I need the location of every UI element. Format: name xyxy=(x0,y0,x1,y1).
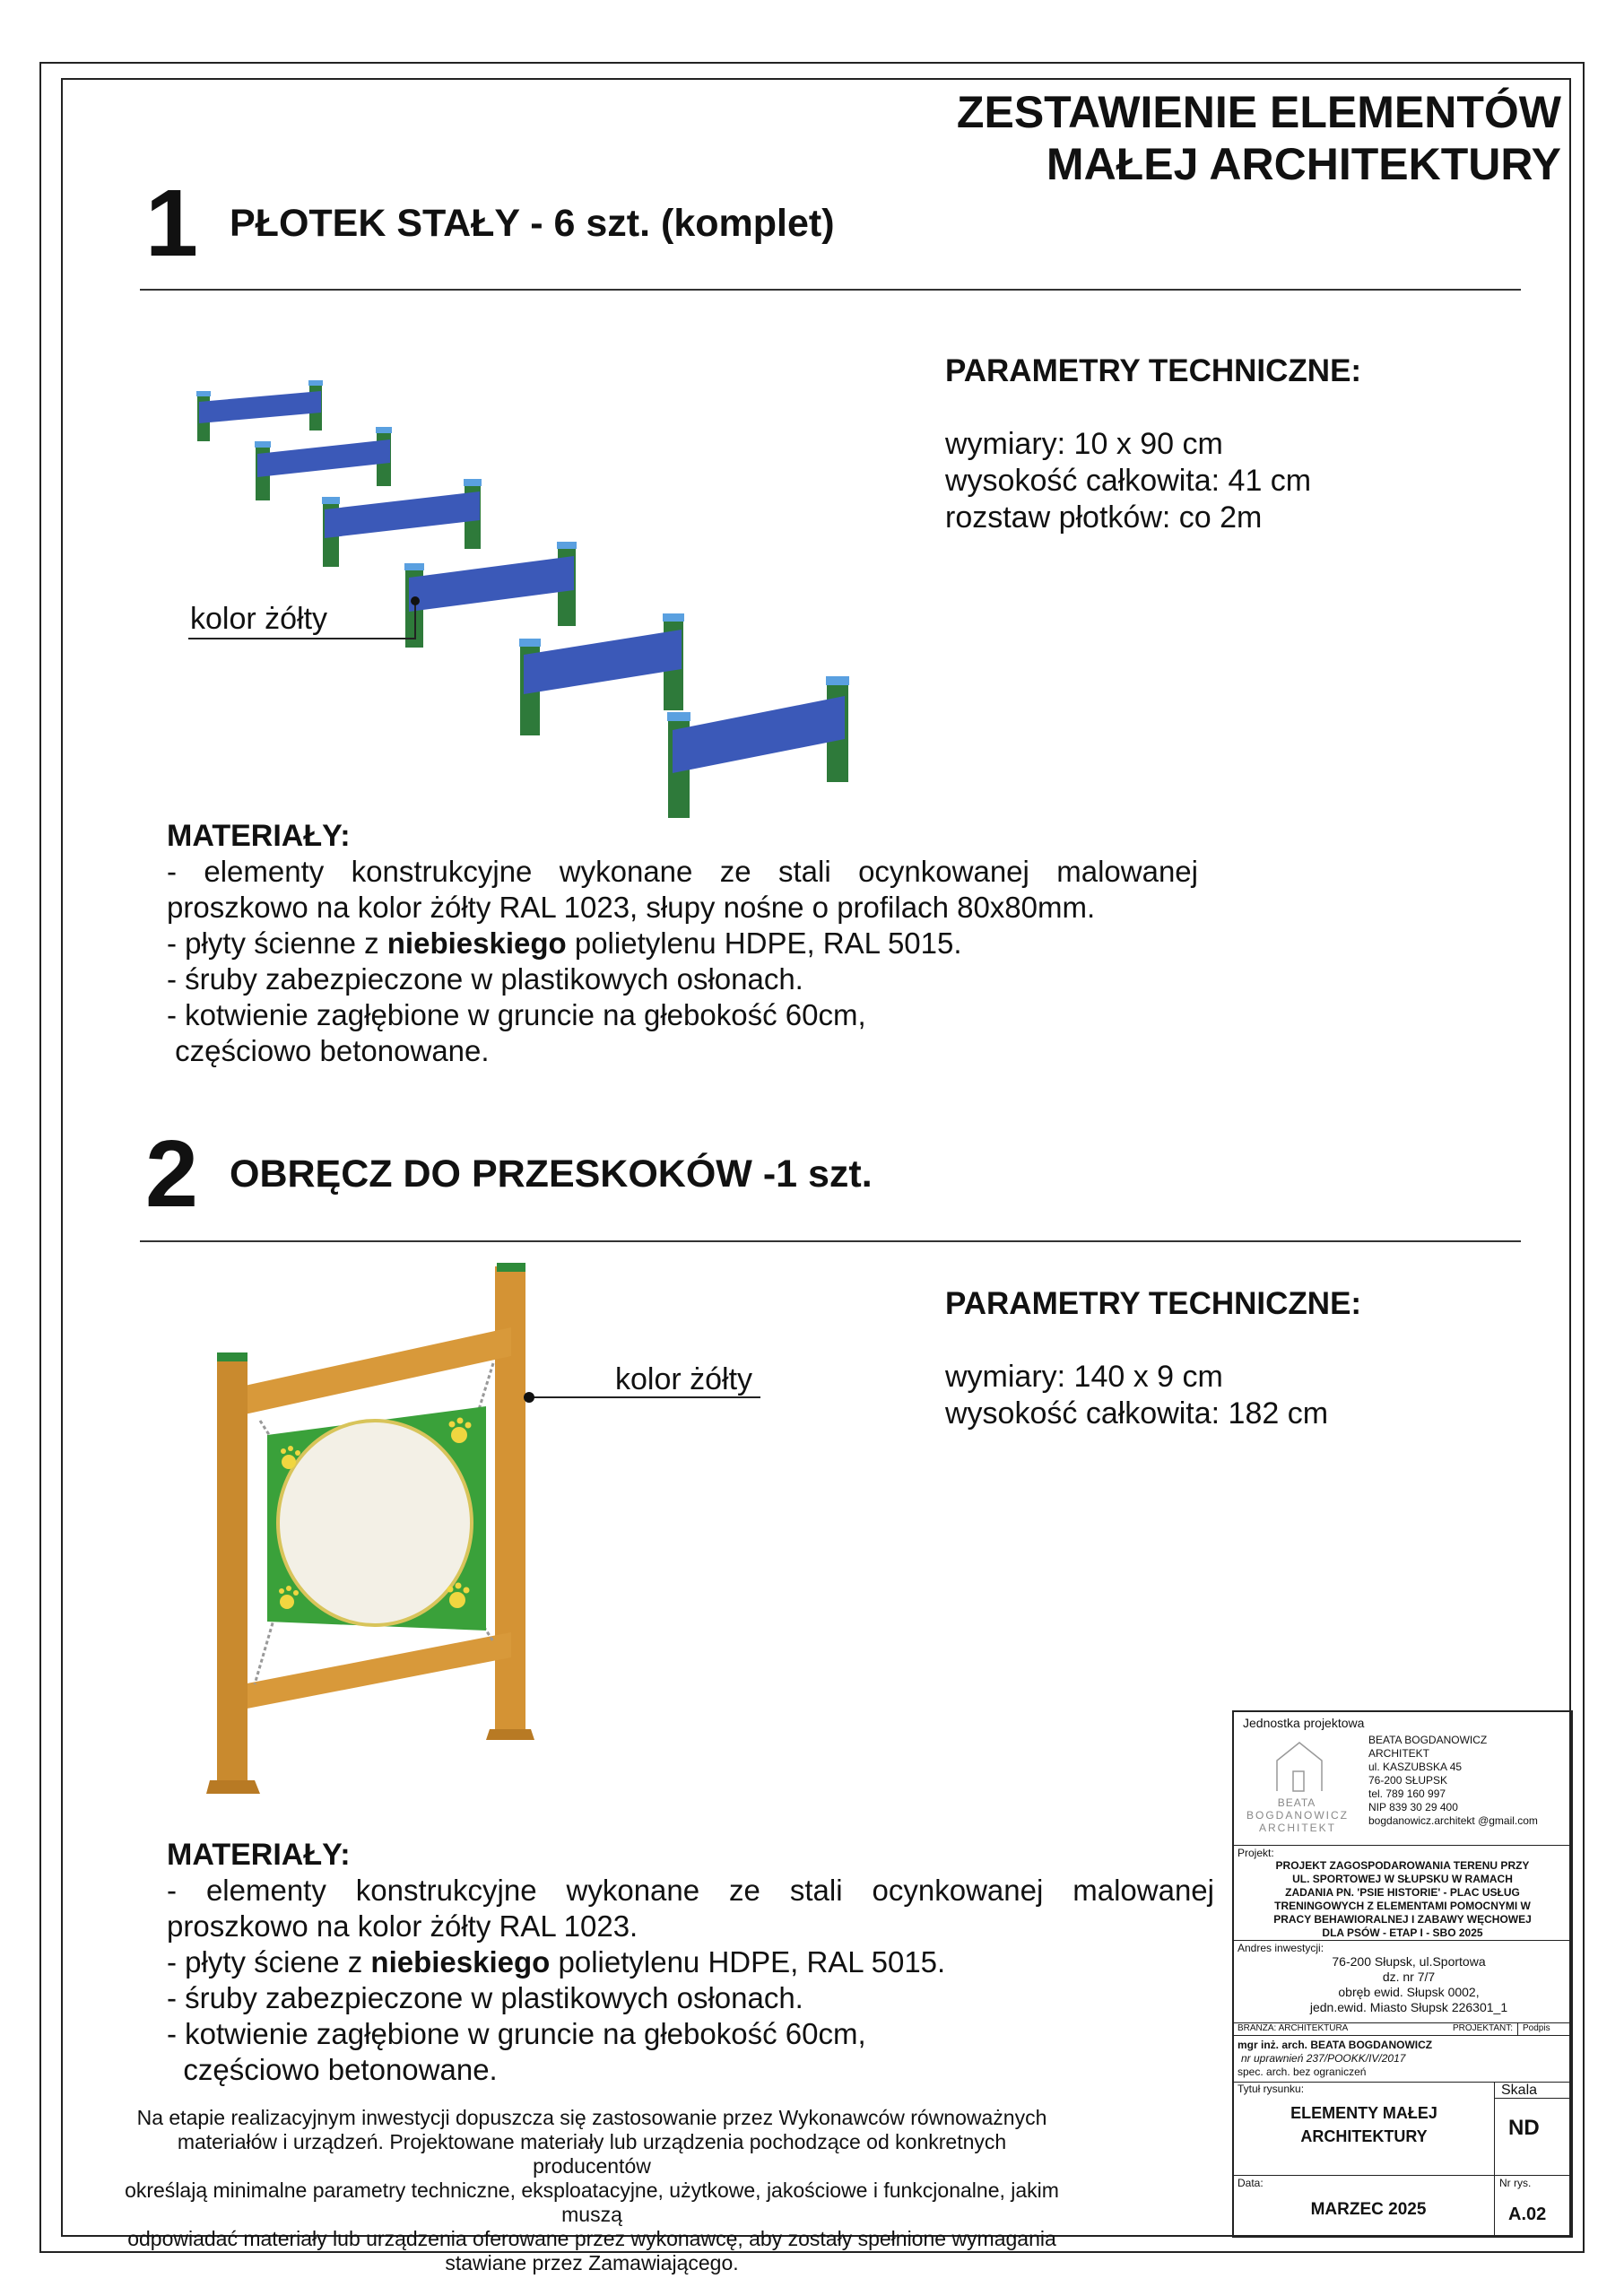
designer-label: PROJEKTANT: xyxy=(1453,2023,1514,2033)
title-block xyxy=(1232,1710,1573,2238)
address-label: Andres inwestycji: xyxy=(1238,1942,1324,1954)
fence-unit xyxy=(322,479,482,567)
fence-unit xyxy=(255,427,392,500)
section-2-callout: kolor żółty xyxy=(615,1362,753,1396)
fence-unit xyxy=(519,613,684,735)
section-1-params xyxy=(945,426,1311,536)
param-line: wysokość całkowita: 41 cm xyxy=(945,464,1312,498)
sheet-number: A.02 xyxy=(1508,2205,1547,2224)
hoop-illustration xyxy=(197,1256,771,1812)
section-1-materials-heading: MATERIAŁY: xyxy=(167,819,351,853)
material-line: - płyty ścienne z niebieskiego polietylenu HDPE, RAL 5015. xyxy=(167,926,962,960)
param-line: wysokość całkowita: 182 cm xyxy=(945,1396,1329,1431)
material-line: - płyty ściene z niebieskiego polietylenu HDPE, RAL 5015. xyxy=(167,1945,946,1979)
license-number: nr uprawnień 237/POOKK/IV/2017 xyxy=(1241,2052,1406,2065)
drawing-date: MARZEC 2025 xyxy=(1310,2200,1427,2219)
project-name: PROJEKT ZAGOSPODAROWANIA TERENU PRZY UL. SPORTOWEJ W SŁUPSKU W RAMACH ZADANIA PN. 'PSIE HISTORIE' - PLAC USŁUG TRENINGOWYCH Z ELEMENTAMI POMOCNYMI W PRACY BEHAWIORALNEJ I ZABAWY WĘCHOWEJ DLA PSÓW - ETAP I - SBO 2025 xyxy=(1273,1859,1532,1939)
material-line: - kotwienie zagłębione w gruncie na głebokość 60cm, xyxy=(167,998,866,1031)
house-logo-icon xyxy=(1250,1735,1349,1798)
signature-label: Podpis xyxy=(1523,2023,1550,2033)
section-2-number: 2 xyxy=(145,1121,198,1227)
param-line: rozstaw płotków: co 2m xyxy=(945,500,1263,535)
logo-text: BEATA xyxy=(1277,1796,1316,1809)
sheet-label: Nr rys. xyxy=(1499,2177,1532,2189)
material-line: częściowo betonowane. xyxy=(167,1034,490,1067)
material-line: - elementy konstrukcyjne wykonane ze stali ocynkowanej malowanej xyxy=(167,1874,1214,1907)
section-1-divider xyxy=(140,289,1521,291)
section-1-callout: kolor żółty xyxy=(190,602,328,636)
designer-name: mgr inż. arch. BEATA BOGDANOWICZ xyxy=(1238,2039,1433,2051)
section-2-divider xyxy=(140,1240,1521,1242)
fence-unit xyxy=(667,676,849,818)
scale-label: Skala xyxy=(1501,2083,1538,2098)
logo-text: ARCHITEKT xyxy=(1258,1822,1336,1834)
document-title: ZESTAWIENIE ELEMENTÓW MAŁEJ ARCHITEKTURY xyxy=(956,87,1561,189)
section-1-materials xyxy=(167,854,1198,1069)
material-line: proszkowo na kolor żółty RAL 1023. xyxy=(167,1909,638,1943)
fence-unit xyxy=(404,542,577,648)
drawing-title: ELEMENTY MAŁEJ ARCHITEKTURY xyxy=(1290,2104,1437,2145)
branch-label: BRANŻA: ARCHITEKTURA xyxy=(1238,2023,1349,2033)
material-line: proszkowo na kolor żółty RAL 1023, słupy nośne o profilach 80x80mm. xyxy=(167,891,1096,924)
scale-value: ND xyxy=(1508,2116,1540,2140)
material-line: częściowo betonowane. xyxy=(167,2053,498,2086)
material-line: - śruby zabezpieczone w plastikowych osłonach. xyxy=(167,1981,803,2014)
material-line: - kotwienie zagłębione w gruncie na głebokość 60cm, xyxy=(167,2017,866,2050)
logo-text: BOGDANOWICZ xyxy=(1246,1809,1349,1822)
section-2-materials xyxy=(167,1873,1214,2088)
fence-unit xyxy=(196,380,323,441)
section-2-params-heading: PARAMETRY TECHNICZNE: xyxy=(945,1286,1362,1321)
equivalence-note: Na etapie realizacyjnym inwestycji dopuszcza się zastosowanie przez Wykonawców równoważnych materiałów i urządzeń. Projektowane materiały lub urządzenia pochodzące od konkretnych producentów określają minimalne parametry techniczne, eksploatacyjne, użytkowe, jakościowe i funkcjonalne, jakim muszą odpowiadać materiały lub urządzenia oferowane przez wykonawcę, aby zostały spełnione wymagania stawiane przez Zamawiającego. xyxy=(125,2106,1059,2274)
section-1-number: 1 xyxy=(145,170,198,276)
section-1-title: PŁOTEK STAŁY - 6 szt. (komplet) xyxy=(230,202,835,245)
param-line: wymiary: 10 x 90 cm xyxy=(945,427,1223,461)
office-details: BEATA BOGDANOWICZ ARCHITEKT ul. KASZUBSKA 45 76-200 SŁUPSK tel. 789 160 997 NIP 839 30 29 400 bogdanowicz.architekt @gmail.com xyxy=(1368,1734,1538,1827)
date-label: Data: xyxy=(1238,2177,1264,2189)
section-2-materials-heading: MATERIAŁY: xyxy=(167,1838,351,1872)
specialty: spec. arch. bez ograniczeń xyxy=(1238,2066,1367,2078)
section-2-params xyxy=(945,1359,1328,1432)
material-line: - śruby zabezpieczone w plastikowych osłonach. xyxy=(167,962,803,996)
section-1-params-heading: PARAMETRY TECHNICZNE: xyxy=(945,353,1362,388)
fence-illustration xyxy=(135,305,942,825)
drawing-title-label: Tytuł rysunku: xyxy=(1238,2083,1305,2095)
project-label: Projekt: xyxy=(1238,1847,1274,1859)
material-line: - elementy konstrukcyjne wykonane ze stali ocynkowanej malowanej xyxy=(167,855,1198,888)
param-line: wymiary: 140 x 9 cm xyxy=(945,1360,1223,1394)
section-2-title: OBRĘCZ DO PRZESKOKÓW -1 szt. xyxy=(230,1152,873,1196)
investment-address: 76-200 Słupsk, ul.Sportowa dz. nr 7/7 obręb ewid. Słupsk 0002, jedn.ewid. Miasto Słupsk 226301_1 xyxy=(1309,1954,1508,2014)
unit-label: Jednostka projektowa xyxy=(1243,1716,1365,1730)
